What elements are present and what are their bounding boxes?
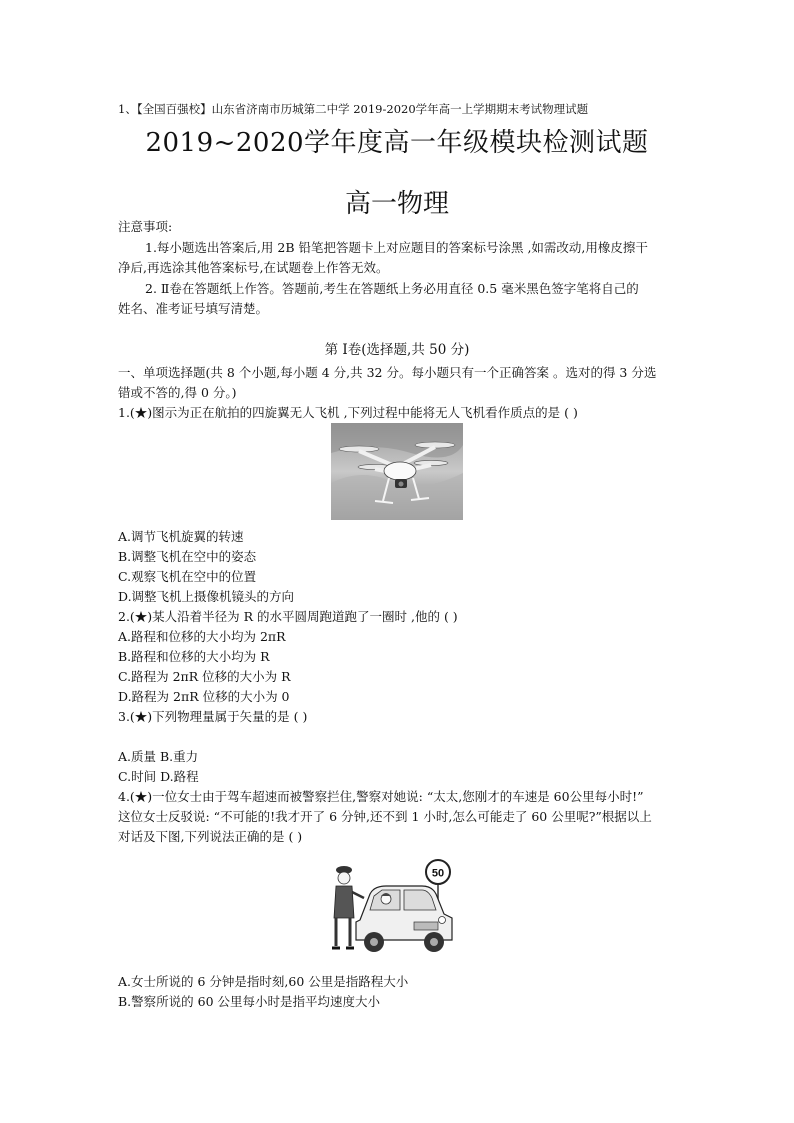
section-intro-line-2: 错或不答的,得 0 分。) bbox=[118, 385, 237, 400]
notice-heading: 注意事项: bbox=[118, 219, 173, 234]
q2-option-a: A.路程和位移的大小均为 2πR bbox=[118, 629, 286, 644]
q4-option-a: A.女士所说的 6 分钟是指时刻,60 公里是指路程大小 bbox=[118, 974, 409, 989]
drone-photo bbox=[331, 423, 463, 520]
subject-title: 高一物理 bbox=[344, 189, 449, 219]
q1-option-a: A.调节飞机旋翼的转速 bbox=[118, 529, 244, 544]
q2-stem: 2.(★)某人沿着半径为 R 的水平圆周跑道跑了一圈时 ,他的 ( ) bbox=[118, 609, 458, 624]
q2-option-c: C.路程为 2πR 位移的大小为 R bbox=[118, 669, 291, 684]
notice-item-1-line-2: 净后,再选涂其他答案标号,在试题卷上作答无效。 bbox=[118, 260, 389, 275]
notice-item-1-line-1: 1.每小题选出答案后,用 2B 铅笔把答题卡上对应题目的答案标号涂黑 ,如需改动,用橡皮擦干 bbox=[145, 240, 648, 255]
police-car-illustration bbox=[330, 852, 462, 962]
q1-option-c: C.观察飞机在空中的位置 bbox=[118, 569, 257, 584]
notice-item-2-line-1: 2. Ⅱ卷在答题纸上作答。答题前,考生在答题纸上务必用直径 0.5 毫米黑色签字笔将自己的 bbox=[145, 281, 639, 296]
q1-option-d: D.调整飞机上摄像机镜头的方向 bbox=[118, 589, 295, 604]
q4-stem-line-1: 4.(★)一位女士由于驾车超速而被警察拦住,警察对她说: “太太,您刚才的车速是 60公里每小时!” bbox=[118, 789, 644, 804]
section-intro-line-1: 一、单项选择题(共 8 个小题,每小题 4 分,共 32 分。每小题只有一个正确答案 。选对的得 3 分选 bbox=[118, 365, 657, 380]
q3-options-ab: A.质量 B.重力 bbox=[118, 749, 199, 764]
q3-stem: 3.(★)下列物理量属于矢量的是 ( ) bbox=[118, 709, 308, 724]
q2-option-d: D.路程为 2πR 位移的大小为 0 bbox=[118, 689, 290, 704]
q3-options-cd: C.时间 D.路程 bbox=[118, 769, 199, 784]
q4-stem-line-2: 这位女士反驳说: “不可能的!我才开了 6 分钟,还不到 1 小时,怎么可能走了 60 公里呢?”根据以上 bbox=[118, 809, 652, 824]
exam-title: 2019~2020学年度高一年级模块检测试题 bbox=[145, 128, 649, 158]
section-title: 第 Ⅰ卷(选择题,共 50 分) bbox=[324, 342, 470, 358]
q1-option-b: B.调整飞机在空中的姿态 bbox=[118, 549, 257, 564]
speed-limit-text: 50 bbox=[431, 867, 445, 880]
q1-stem: 1.(★)图示为正在航拍的四旋翼无人飞机 ,下列过程中能将无人飞机看作质点的是 ( ) bbox=[118, 405, 578, 420]
source-header: 1、【全国百强校】山东省济南市历城第二中学 2019-2020学年高一上学期期末考试物理试题 bbox=[118, 102, 589, 116]
q2-option-b: B.路程和位移的大小均为 R bbox=[118, 649, 270, 664]
notice-item-2-line-2: 姓名、准考证号填写清楚。 bbox=[118, 301, 269, 316]
q4-stem-line-3: 对话及下图,下列说法正确的是 ( ) bbox=[118, 829, 303, 844]
q4-option-b: B.警察所说的 60 公里每小时是指平均速度大小 bbox=[118, 994, 381, 1009]
